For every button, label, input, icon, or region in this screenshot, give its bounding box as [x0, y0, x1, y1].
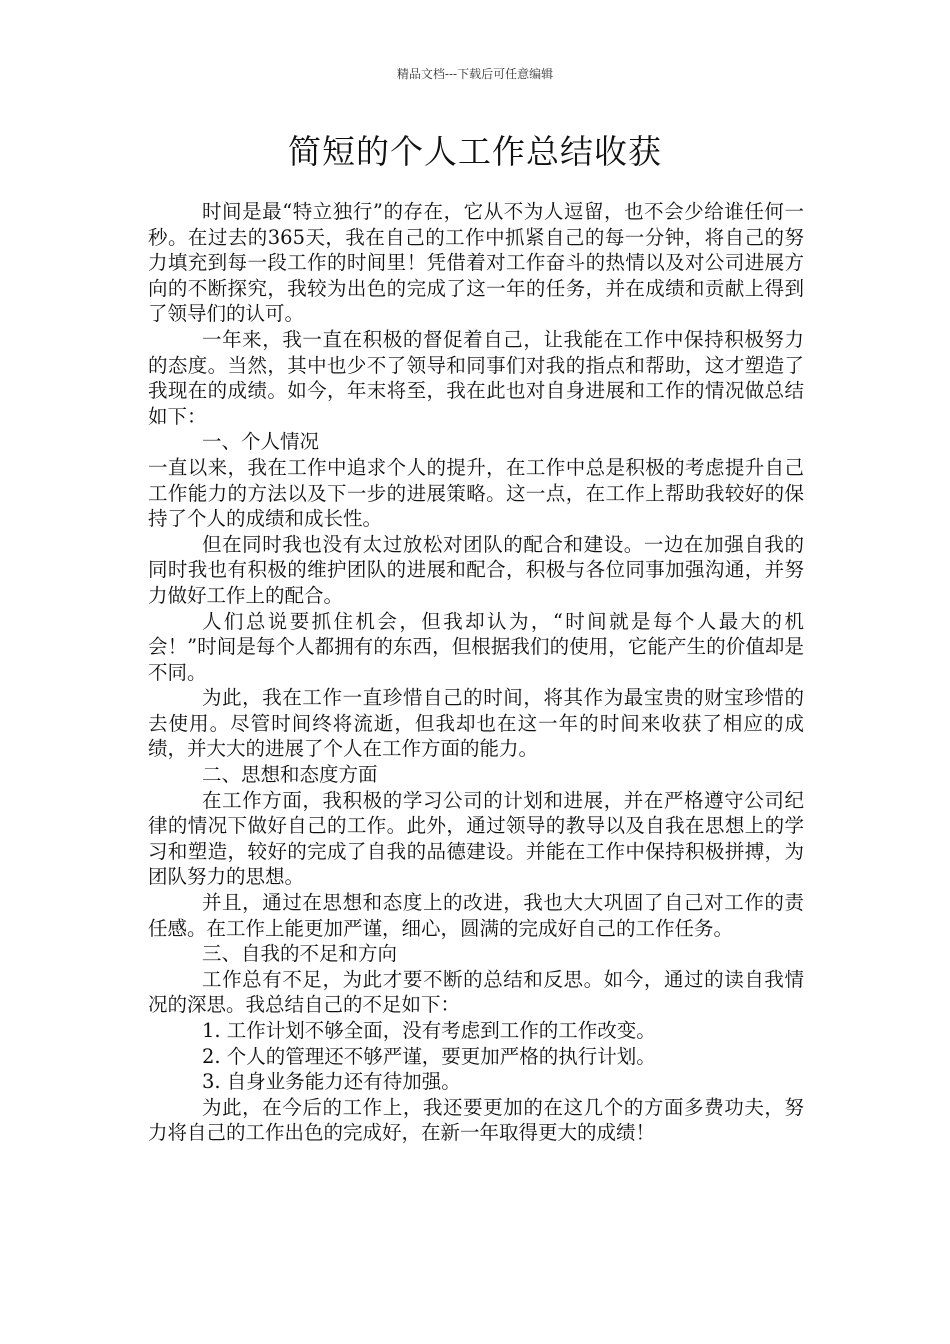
page-header: 精品文档---下载后可任意编辑: [396, 67, 554, 81]
list-item-2: 2. 个人的管理还不够严谨，要更加严格的执行计划。: [202, 1044, 656, 1068]
list-item-1: 1. 工作计划不够全面，没有考虑到工作的工作改变。: [202, 1019, 656, 1042]
paragraph-opportunity: 人们总说要抓住机会，但我却认为，“时间就是每个人最大的机会！”时间是每个人都拥有的东西，但根据我们的使用，它能产生的价值却是不同。: [148, 609, 804, 684]
paragraph-overview: 一年来，我一直在积极的督促着自己，让我能在工作中保持积极努力的态度。当然，其中也少不了领导和同事们对我的指点和帮助，这才塑造了我现在的成绩。如今，年末将至，我在此也对自身进展和工作的情况做总结如下：: [148, 327, 804, 428]
document-title: 简短的个人工作总结收获: [288, 132, 662, 171]
paragraph-intro: 时间是最“特立独行”的存在，它从不为人逗留，也不会少给谁任何一秒。在过去的365天，我在自己的工作中抓紧自己的每一分钟，将自己的努力填充到每一段工作的时间里！凭借着对工作奋斗的热情以及对公司进展方向的不断探究，我较为出色的完成了这一年的任务，并在成绩和贡献上得到了领导们的认可。: [148, 200, 804, 326]
paragraph-conclusion: 为此，在今后的工作上，我还要更加的在这几个的方面多费功夫，努力将自己的工作出色的完成好，在新一年取得更大的成绩！: [148, 1095, 804, 1145]
paragraph-reflection: 工作总有不足，为此才要不断的总结和反思。如今，通过的读自我情况的深思。我总结自己的不足如下：: [148, 967, 804, 1017]
paragraph-personal-growth: 一直以来，我在工作中追求个人的提升，在工作中总是积极的考虑提升自己工作能力的方法以及下一步的进展策略。这一点，在工作上帮助我较好的保持了个人的成绩和成长性。: [148, 455, 804, 531]
document-body: [148, 199, 804, 1146]
list-item-3: 3. 自身业务能力还有待加强。: [202, 1070, 461, 1094]
section-heading-shortcomings: 三、自我的不足和方向: [202, 942, 398, 966]
paragraph-time: 为此，我在工作一直珍惜自己的时间，将其作为最宝贵的财宝珍惜的去使用。尽管时间终将流逝，但我却也在这一年的时间来收获了相应的成绩，并大大的进展了个人在工作方面的能力。: [148, 686, 804, 761]
section-heading-personal: 一、个人情况: [202, 430, 320, 454]
paragraph-teamwork: 但在同时我也没有太过放松对团队的配合和建设。一边在加强自我的同时我也有积极的维护团队的进展和配合，积极与各位同事加强沟通，并努力做好工作上的配合。: [148, 532, 804, 607]
paragraph-responsibility: 并且，通过在思想和态度上的改进，我也大大巩固了自己对工作的责任感。在工作上能更加严谨，细心，圆满的完成好自己的工作任务。: [148, 891, 804, 940]
section-heading-attitude: 二、思想和态度方面: [202, 763, 378, 787]
paragraph-learning: 在工作方面，我积极的学习公司的计划和进展，并在严格遵守公司纪律的情况下做好自己的工作。此外，通过领导的教导以及自我在思想上的学习和塑造，较好的完成了自我的品德建设。并能在工作中保持积极拼搏，为团队努力的思想。: [148, 788, 804, 889]
